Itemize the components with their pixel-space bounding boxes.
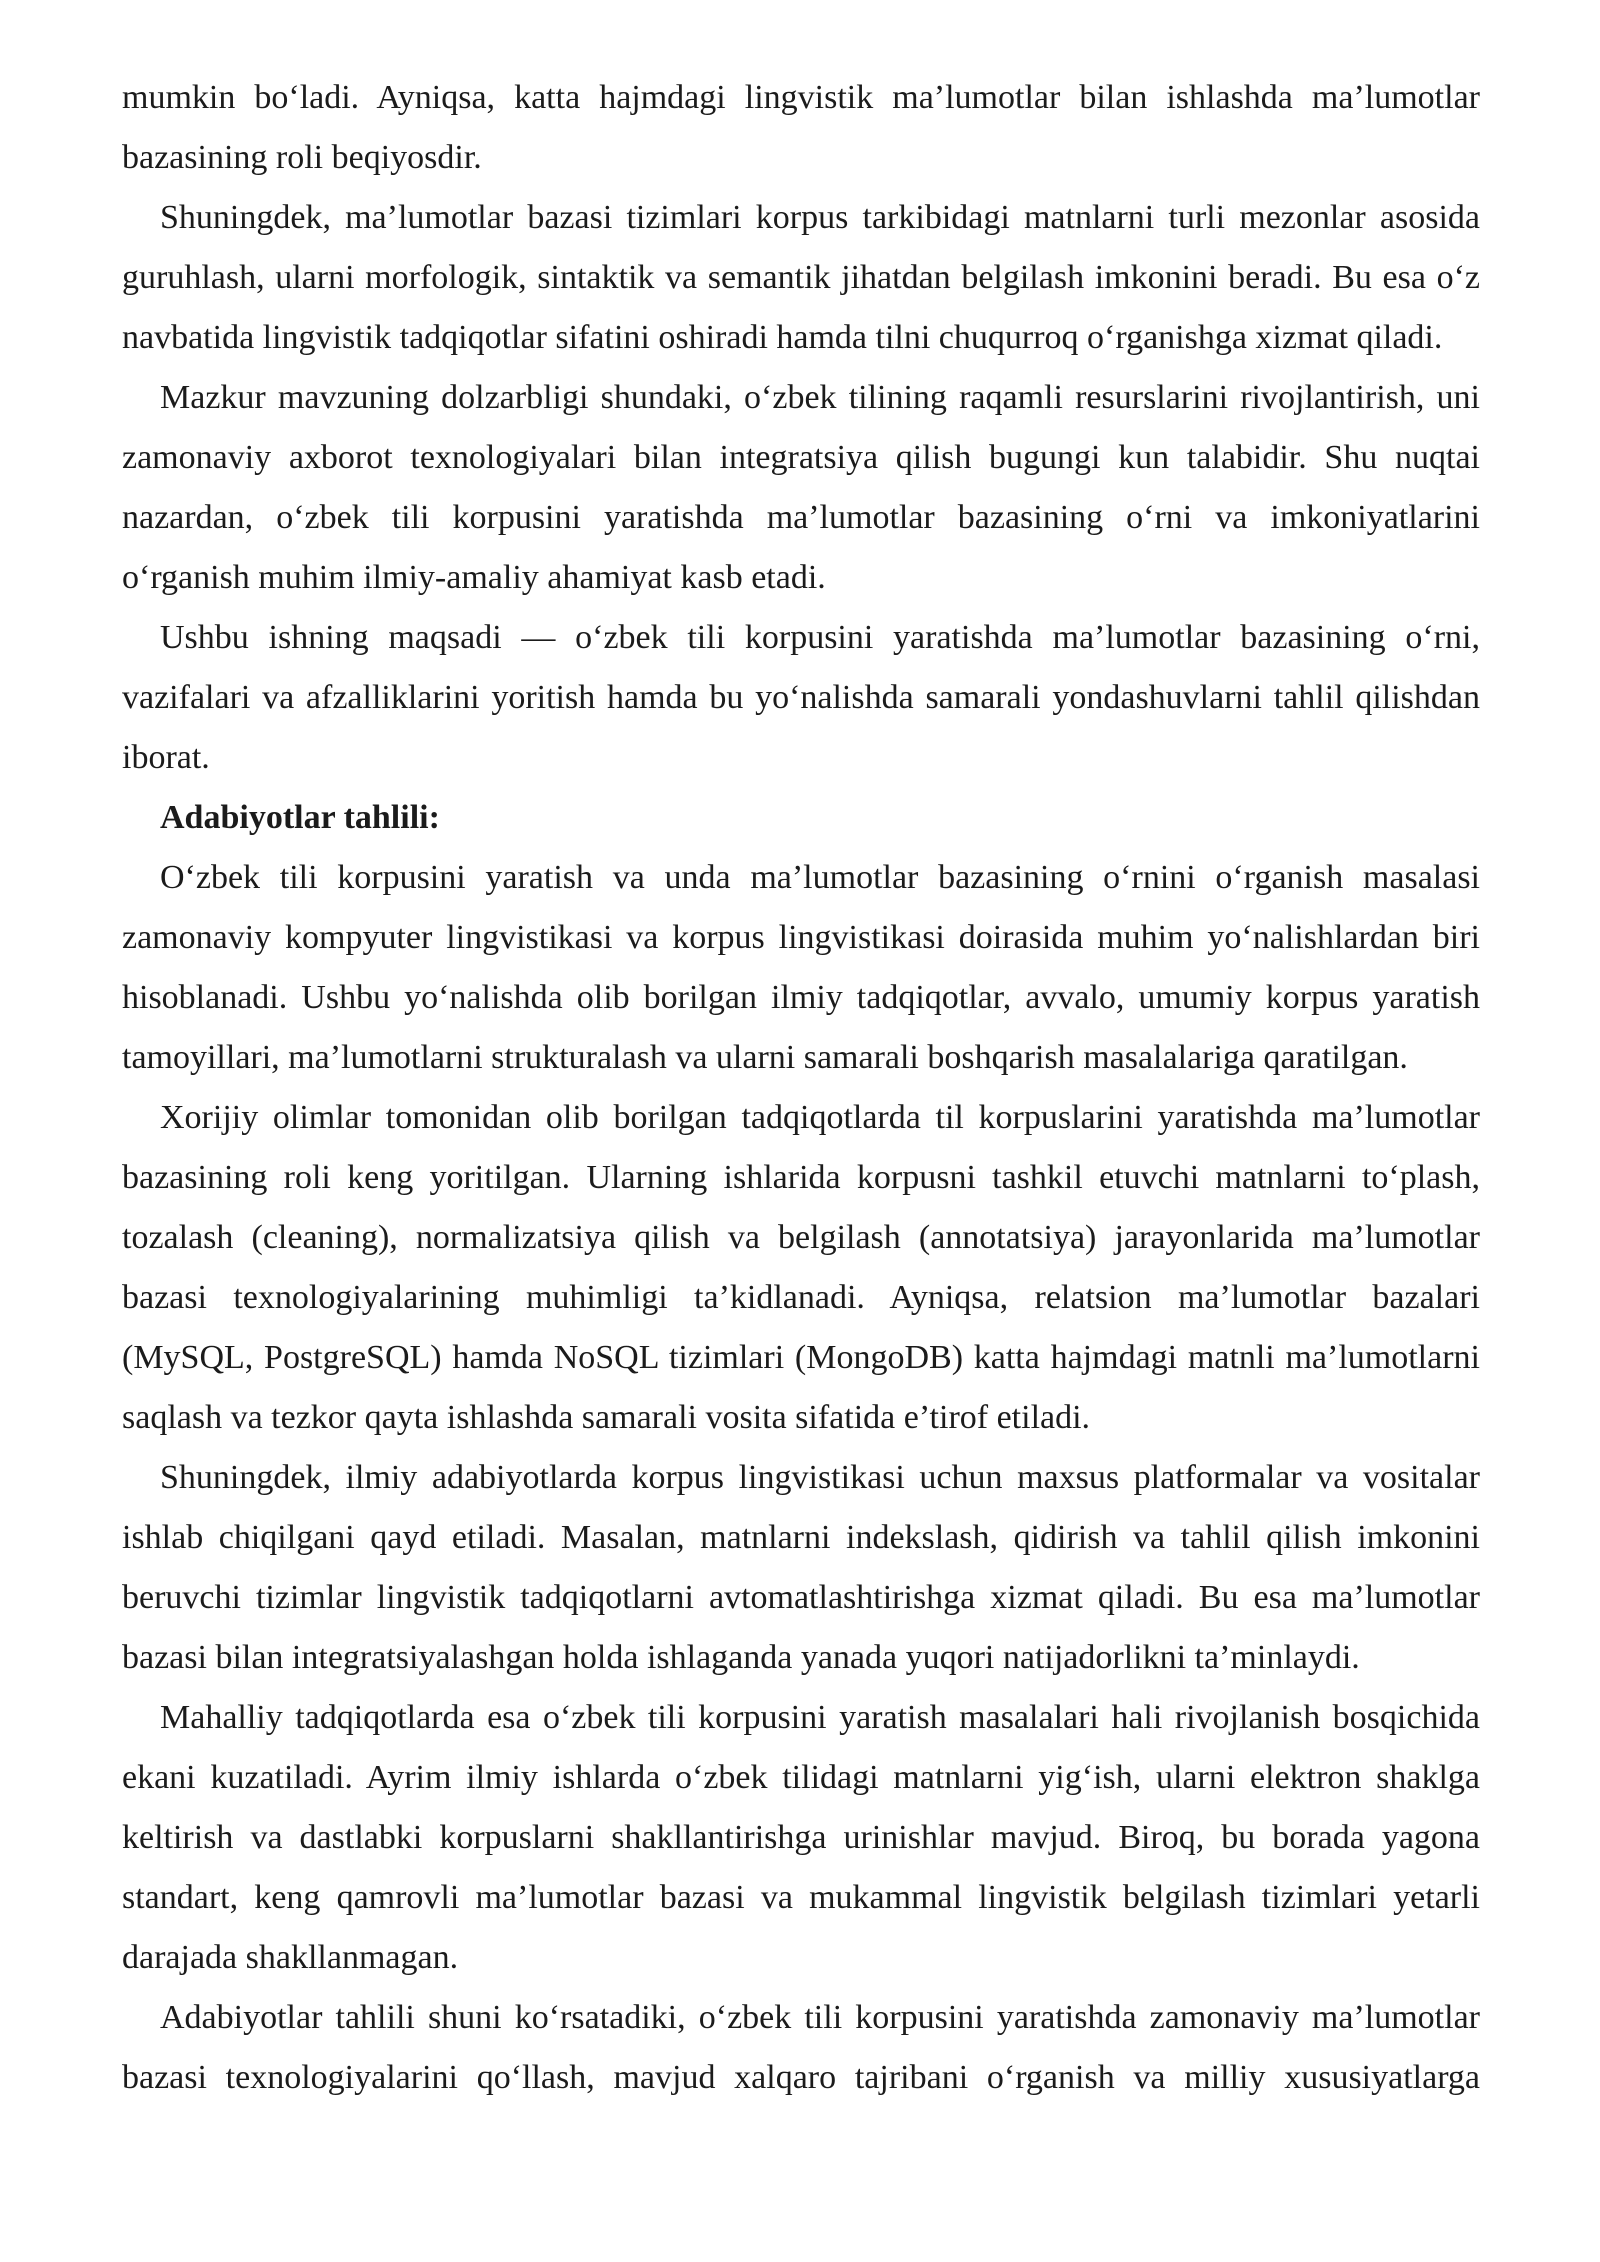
- text-line: Shuningdek, ilmiy adabiyotlarda korpus lingvistikasi uchun maxsus platformalar va vositalar: [160, 1459, 1480, 1496]
- paragraph: [122, 608, 1480, 788]
- text-line: O‘zbek tili korpusini yaratish va unda ma’lumotlar bazasining o‘rnini o‘rganish masalasi: [160, 859, 1480, 896]
- paragraph: [122, 188, 1480, 368]
- paragraph: [122, 848, 1480, 1088]
- text-line: (MySQL, PostgreSQL) hamda NoSQL tizimlari (MongoDB) katta hajmdagi matnli ma’lumotlarni: [122, 1339, 1480, 1376]
- paragraph: [122, 1688, 1480, 1988]
- text-line: o‘rganish muhim ilmiy-amaliy ahamiyat kasb etadi.: [122, 559, 826, 596]
- section-heading: Adabiyotlar tahlili:: [160, 799, 440, 836]
- paragraph: [122, 1088, 1480, 1448]
- text-line: navbatida lingvistik tadqiqotlar sifatini oshiradi hamda tilni chuqurroq o‘rganishga xizmat qiladi.: [122, 319, 1443, 356]
- text-line: bazasining roli beqiyosdir.: [122, 139, 482, 176]
- text-line: bazasi texnologiyalarining muhimligi ta’kidlanadi. Ayniqsa, relatsion ma’lumotlar bazalari: [122, 1279, 1480, 1316]
- text-line: bazasining roli keng yoritilgan. Ularning ishlarida korpusni tashkil etuvchi matnlarni to‘plash,: [122, 1159, 1480, 1196]
- paragraph: [122, 368, 1480, 608]
- text-line: guruhlash, ularni morfologik, sintaktik va semantik jihatdan belgilash imkonini beradi. Bu esa o‘z: [122, 259, 1480, 296]
- text-line: beruvchi tizimlar lingvistik tadqiqotlarni avtomatlashtirishga xizmat qiladi. Bu esa ma’lumotlar: [122, 1579, 1480, 1616]
- paragraph: [122, 68, 1480, 188]
- body-text: [122, 68, 1480, 2108]
- text-line: bazasi bilan integratsiyalashgan holda ishlaganda yanada yuqori natijadorlikni ta’minlaydi.: [122, 1639, 1360, 1676]
- text-line: nazardan, o‘zbek tili korpusini yaratishda ma’lumotlar bazasining o‘rni va imkoniyatlarini: [122, 499, 1480, 536]
- text-line: Mahalliy tadqiqotlarda esa o‘zbek tili korpusini yaratish masalalari hali rivojlanish bosqichida: [160, 1699, 1480, 1736]
- text-line: bazasi texnologiyalarini qo‘llash, mavjud xalqaro tajribani o‘rganish va milliy xususiyatlarga: [122, 2059, 1480, 2096]
- text-line: tamoyillari, ma’lumotlarni strukturalash va ularni samarali boshqarish masalalariga qaratilgan.: [122, 1039, 1408, 1076]
- text-line: Adabiyotlar tahlili shuni ko‘rsatadiki, o‘zbek tili korpusini yaratishda zamonaviy ma’lumotlar: [160, 1999, 1480, 2036]
- text-line: ishlab chiqilgani qayd etiladi. Masalan, matnlarni indekslash, qidirish va tahlil qilish imkonini: [122, 1519, 1480, 1556]
- text-line: zamonaviy kompyuter lingvistikasi va korpus lingvistikasi doirasida muhim yo‘nalishlardan biri: [122, 919, 1480, 956]
- text-line: Xorijiy olimlar tomonidan olib borilgan tadqiqotlarda til korpuslarini yaratishda ma’lumotlar: [160, 1099, 1480, 1136]
- text-line: zamonaviy axborot texnologiyalari bilan integratsiya qilish bugungi kun talabidir. Shu nuqtai: [122, 439, 1480, 476]
- text-line: Shuningdek, ma’lumotlar bazasi tizimlari korpus tarkibidagi matnlarni turli mezonlar asosida: [160, 199, 1480, 236]
- text-line: darajada shakllanmagan.: [122, 1939, 459, 1976]
- text-line: saqlash va tezkor qayta ishlashda samarali vosita sifatida e’tirof etiladi.: [122, 1399, 1091, 1436]
- paragraph: [122, 1448, 1480, 1688]
- paragraph: [122, 1988, 1480, 2108]
- text-line: keltirish va dastlabki korpuslarni shakllantirishga urinishlar mavjud. Biroq, bu borada yagona: [122, 1819, 1480, 1856]
- text-line: standart, keng qamrovli ma’lumotlar bazasi va mukammal lingvistik belgilash tizimlari yetarli: [122, 1879, 1480, 1916]
- text-line: Ushbu ishning maqsadi — o‘zbek tili korpusini yaratishda ma’lumotlar bazasining o‘rni,: [160, 619, 1480, 656]
- text-line: ekani kuzatiladi. Ayrim ilmiy ishlarda o‘zbek tilidagi matnlarni yig‘ish, ularni elektron shaklga: [122, 1759, 1480, 1796]
- text-line: iborat.: [122, 739, 210, 776]
- text-line: tozalash (cleaning), normalizatsiya qilish va belgilash (annotatsiya) jarayonlarida ma’lumotlar: [122, 1219, 1480, 1256]
- text-line: Mazkur mavzuning dolzarbligi shundaki, o‘zbek tilining raqamli resurslarini rivojlantirish, uni: [160, 379, 1480, 416]
- text-line: hisoblanadi. Ushbu yo‘nalishda olib borilgan ilmiy tadqiqotlar, avvalo, umumiy korpus yaratish: [122, 979, 1480, 1016]
- text-line: mumkin bo‘ladi. Ayniqsa, katta hajmdagi lingvistik ma’lumotlar bilan ishlashda ma’lumotlar: [122, 79, 1480, 116]
- text-line: vazifalari va afzalliklarini yoritish hamda bu yo‘nalishda samarali yondashuvlarni tahlil qilishdan: [122, 679, 1480, 716]
